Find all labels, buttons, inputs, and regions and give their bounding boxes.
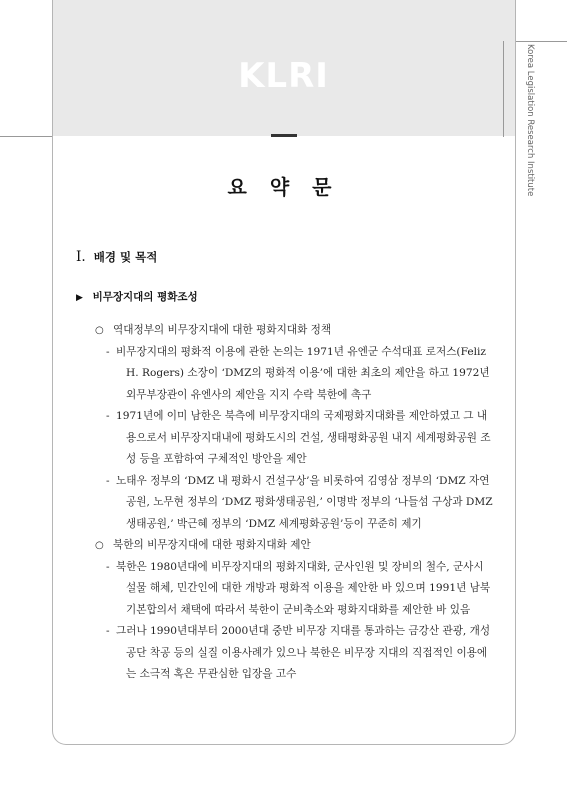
- section-number: Ⅰ.: [76, 249, 86, 265]
- dash-marker: -: [106, 474, 110, 487]
- item-text: 북한의 비무장지대에 대한 평화지대화 제안: [113, 539, 311, 551]
- dash-marker: -: [106, 625, 110, 637]
- sub-list-item: [80, 342, 495, 407]
- side-institute-text: Korea Legislation Research Institute: [525, 44, 535, 197]
- text-line: 1971년에 이미 남한은 북측에 비무장지대의 국제평화지대화를 제안하였고 그 내: [116, 410, 488, 422]
- sub-list-item: [80, 471, 495, 536]
- section-heading: [76, 249, 157, 265]
- sub-list-item: [80, 406, 495, 471]
- section-title: 배경 및 목적: [93, 250, 158, 264]
- text-line: 공원, 노무현 정부의 ‘DMZ 평화생태공원,’ 이명박 정부의 ‘나들섬 구상과 DMZ: [126, 496, 493, 508]
- item-text: 역대정부의 비무장지대에 대한 평화지대화 정책: [113, 324, 332, 336]
- circle-bullet-icon: ○: [95, 325, 104, 336]
- sub-list-item: [80, 621, 495, 686]
- text-line: 공단 착공 등의 실질 이용사례가 있으나 북한은 비무장 지대의 직접적인 이용에: [126, 646, 488, 659]
- text-line: 용으로서 비무장지대내에 평화도시의 건설, 생태평화공원 내지 세계평화공원 조: [126, 431, 491, 444]
- text-line: 성 등을 포함하여 구체적인 방안을 제안: [126, 453, 307, 465]
- circle-bullet-icon: ○: [95, 540, 104, 551]
- text-line: 비무장지대의 평화적 이용에 관한 논의는 1971년 유엔군 수석대표 로저스(Feliz: [116, 345, 486, 358]
- list-item: [80, 320, 495, 342]
- sub-list-item: [80, 557, 495, 622]
- dash-marker: -: [106, 345, 110, 358]
- dash-marker: -: [106, 560, 110, 573]
- text-line: 생태공원,’ 박근혜 정부의 ‘DMZ 세계평화공원’등이 꾸준히 제기: [126, 517, 422, 530]
- text-line: 외무부장관이 유엔사의 제안을 지지 수락 북한에 촉구: [126, 388, 372, 401]
- subheading: [76, 289, 198, 304]
- dash-marker: -: [106, 410, 110, 422]
- list-item: [80, 535, 495, 557]
- klri-logo: KLRI: [238, 56, 329, 96]
- right-rule: [516, 41, 567, 42]
- triangle-bullet-icon: ▶: [76, 293, 83, 303]
- summary-content: [80, 320, 495, 686]
- subheading-text: 비무장지대의 평화조성: [92, 291, 198, 303]
- text-line: 는 소극적 혹은 무관심한 입장을 고수: [126, 668, 297, 680]
- text-line: 북한은 1980년대에 비무장지대의 평화지대화, 군사인원 및 장비의 철수, 군사시: [116, 560, 484, 573]
- left-rule: [0, 136, 52, 137]
- text-line: 그러나 1990년대부터 2000년대 중반 비무장 지대를 통과하는 금강산 관광, 개성: [116, 625, 491, 637]
- text-line: H. Rogers) 소장이 ‘DMZ의 평화적 이용’에 대한 최초의 제안을 하고 1972년: [126, 367, 490, 379]
- page-title: 요 약 문: [227, 175, 340, 199]
- text-line: 설물 해체, 민간인에 대한 개방과 평화적 이용을 제안한 바 있으며 1991년 남북: [126, 582, 491, 594]
- text-line: 노태우 정부의 ‘DMZ 내 평화시 건설구상’을 비롯하여 김영삼 정부의 ‘DMZ 자연: [116, 474, 490, 487]
- text-line: 기본합의서 채택에 따라서 북한이 군비축소와 평화지대화를 제안한 바 있음: [126, 603, 471, 616]
- title-dash: [271, 134, 297, 137]
